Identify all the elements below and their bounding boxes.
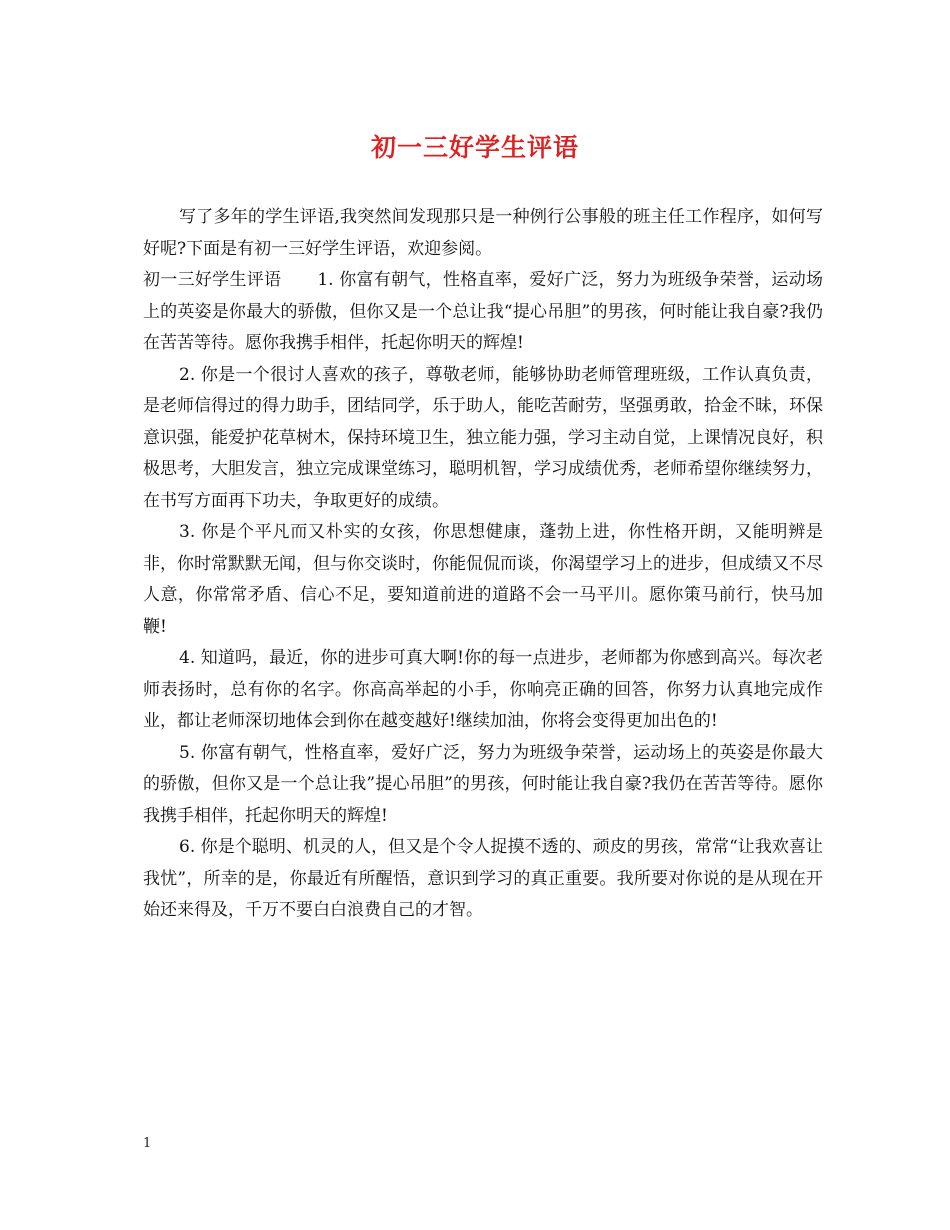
comment-paragraph-2: 2. 你是一个很讨人喜欢的孩子，尊敬老师，能够协助老师管理班级，工作认真负责，是老师信得过的得力助手，团结同学，乐于助人，能吃苦耐劳，坚强勇敢，拾金不昧，环保意识强，能爱护花草树木，保持环境卫生，独立能力强，学习主动自觉，上课情况良好，积极思考，大胆发言，独立完成课堂练习，聪明机智，学习成绩优秀，老师希望你继续努力，在书写方面再下功夫，争取更好的成绩。 <box>143 364 823 511</box>
page-number: 1 <box>143 1136 152 1151</box>
comment-1-text: 1. 你富有朝气，性格直率，爱好广泛，努力为班级争荣誉，运动场上的英姿是你最大的骄傲，但你又是一个总让我“提心吊胆”的男孩，何时能让我自豪?我仍在苦苦等待。愿你我携手相伴，托起你明天的辉煌! <box>143 270 824 353</box>
comment-paragraph-5: 5. 你富有朝气，性格直率，爱好广泛，努力为班级争荣誉，运动场上的英姿是你最大的骄傲，但你又是一个总让我”提心吊胆”的男孩，何时能让我自豪?我仍在苦苦等待。愿你我携手相伴，托起你明天的辉煌! <box>143 742 823 826</box>
document-title: 初一三好学生评语 <box>370 133 579 162</box>
comment-paragraph-6: 6. 你是个聪明、机灵的人，但又是个令人捉摸不透的、顽皮的男孩，常常“让我欢喜让我忧”，所幸的是，你最近有所醒悟，意识到学习的真正重要。我所要对你说的是从现在开始还来得及，千万不要白白浪费自己的才智。 <box>143 837 823 920</box>
comment-paragraph-3: 3. 你是个平凡而又朴实的女孩，你思想健康，蓬勃上进，你性格开朗，又能明辨是非，你时常默默无闻，但与你交谈时，你能侃侃而谈，你渴望学习上的进步，但成绩又不尽人意，你常常矛盾、信心不足，要知道前进的道路不会一马平川。愿你策马前行，快马加鞭! <box>143 522 823 637</box>
document-body <box>143 202 823 927</box>
intro-paragraph: 写了多年的学生评语,我突然间发现那只是一种例行公事般的班主任工作程序，如何写好呢?下面是有初一三好学生评语，欢迎参阅。 <box>143 207 823 259</box>
comment-paragraph-4: 4. 知道吗，最近，你的进步可真大啊!你的每一点进步，老师都为你感到高兴。每次老师表扬时，总有你的名字。你高高举起的小手，你响亮正确的回答，你努力认真地完成作业，都让老师深切地体会到你在越变越好!继续加油，你将会变得更加出色的! <box>143 648 823 731</box>
comment-paragraph-1 <box>143 265 823 360</box>
section-label: 初一三好学生评语 <box>143 270 282 290</box>
